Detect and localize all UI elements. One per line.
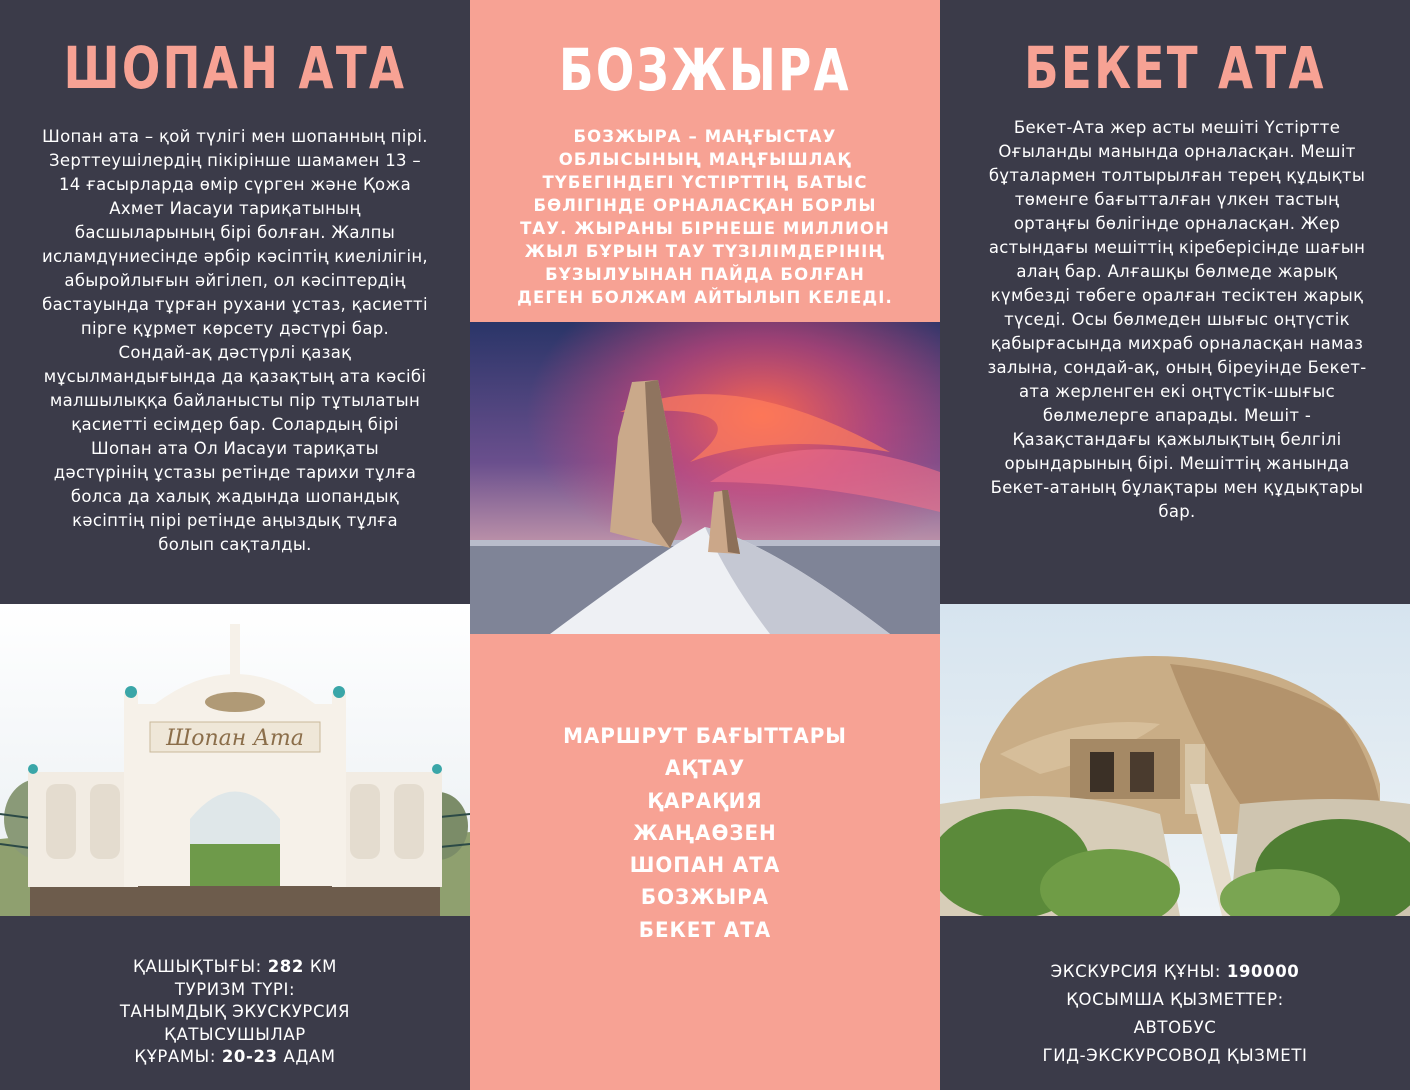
extra-service-guide: ГИД-ЭКСКУРСОВОД ҚЫЗМЕТІ bbox=[1042, 1046, 1308, 1065]
participants-label: ҚАТЫСУШЫЛАР bbox=[164, 1024, 306, 1044]
route-item: БЕКЕТ АТА bbox=[638, 917, 772, 942]
panel-shopan-ata bbox=[0, 0, 470, 1090]
route-heading: МАРШРУТ БАҒЫТТАРЫ bbox=[563, 724, 847, 748]
panel-bozzhyra bbox=[470, 0, 940, 1090]
shopan-ata-info bbox=[20, 956, 450, 1069]
route-item: АҚТАУ bbox=[664, 756, 746, 781]
extra-services-label: ҚОСЫМША ҚЫЗМЕТТЕР: bbox=[1066, 990, 1284, 1009]
route-item: ЖАҢАӨЗЕН bbox=[633, 820, 777, 845]
title-bozzhyra: БОЗЖЫРА bbox=[559, 36, 851, 104]
composition-value: 20-23 bbox=[221, 1047, 278, 1066]
composition-line: ҚҰРАМЫ: 20-23 АДАМ bbox=[134, 1047, 336, 1066]
shopan-ata-gate-photo bbox=[0, 604, 470, 916]
route-item: БОЗЖЫРА bbox=[640, 885, 770, 910]
beket-ata-description: Бекет-Ата жер асты мешіті Үстіртте Оғыланды манында орналасқан. Мешіт бұталармен толтырылған терең құдықты төменге бағытталған үлкен тастың ортаңғы бөлігінде орналасқан. Жер астындағы мешіттің кіреберісінде шағын алаң бар. Алғашқы бөлмеде жарық күмбезді төбеге оралған тесіктен жарық түседі. Осы бөлмеден шығыс оңтүстік қабырғасында михраб орналасқан намаз залына, сондай-ақ, оның біреуінде Бекет-ата жерленген екі оңтүстік-шығыс бөлмелерге апарады. Мешіт - Қазақстандағы қажылықтың белгілі орындарының бірі. Мешіттің жанында Бекет-атаның бұлақтары мен құдықтары бар. bbox=[987, 118, 1367, 521]
price-line: ЭКСКУРСИЯ ҚҰНЫ: 190000 bbox=[1050, 962, 1300, 981]
panel-beket-ata bbox=[940, 0, 1410, 1090]
title-shopan-ata: ШОПАН АТА bbox=[63, 34, 407, 102]
tourism-type-label: ТУРИЗМ ТҮРІ: bbox=[174, 979, 296, 999]
route-item: ШОПАН АТА bbox=[629, 853, 781, 878]
beket-ata-mosque-photo bbox=[940, 604, 1410, 916]
distance-value: 282 bbox=[267, 957, 304, 976]
distance-line: ҚАШЫҚТЫҒЫ: 282 КМ bbox=[133, 957, 337, 976]
gate-sign-text: Шопан Ата bbox=[166, 726, 304, 751]
bozzhyra-description: БОЗЖЫРА – МАҢҒЫСТАУ ОБЛЫСЫНЫҢ МАҢҒЫШЛАҚ ТҮБЕГІНДЕГІ ҮСТІРТТІҢ БАТЫС БӨЛІГІНДЕ ОРНАЛАСҚАН БОРЛЫ ТАУ. ЖЫРАНЫ БІРНЕШЕ МИЛЛИОН ЖЫЛ БҰРЫН ТАУ ТҮЗІЛІМДЕРІНІҢ БҰЗЫЛУЫНАН ПАЙДА БОЛҒАН ДЕГЕН БОЛЖАМ АЙТЫЛЫП КЕЛЕДІ. bbox=[517, 127, 893, 307]
extra-service-bus: АВТОБУС bbox=[1133, 1018, 1217, 1037]
beket-ata-info bbox=[960, 958, 1390, 1070]
tourism-type-value: ТАНЫМДЫҚ ЭКУСКУРСИЯ bbox=[119, 1002, 351, 1021]
title-beket-ata: БЕКЕТ АТА bbox=[1024, 34, 1326, 102]
route-list bbox=[510, 720, 900, 946]
shopan-ata-description: Шопан ата – қой түлігі мен шопанның пірі. Зерттеушілердің пікірінше шамамен 13 – 14 ғасырларда өмір сүрген және Қожа Ахмет Иасауи тариқатының басшыларының бірі болған. Жалпы исламдүниесінде әрбір кәсіптің киелілігін, абыройлығын әйгілеп, ол кәсіптердің бастауында тұрған рухани ұстаз, қасиетті пірге құрмет көрсету дәстүрі бар. Сондай-ақ дәстүрлі қазақ мұсылмандығында да қазақтың ата кәсібі малшылыққа байланысты пір тұтылатын қасиетті есімдер бар. Солардың бірі Шопан ата Ол Иасауи тариқаты дәстүрінің ұстазы ретінде тарихи тұлға болса да халық жадында шопандық кәсіптің пірі ретінде аңыздық тұлға болып сақталды. bbox=[42, 127, 428, 554]
route-item: ҚАРАҚИЯ bbox=[647, 788, 763, 813]
price-value: 190000 bbox=[1226, 962, 1300, 981]
bozzhyra-landscape-photo bbox=[470, 322, 940, 634]
